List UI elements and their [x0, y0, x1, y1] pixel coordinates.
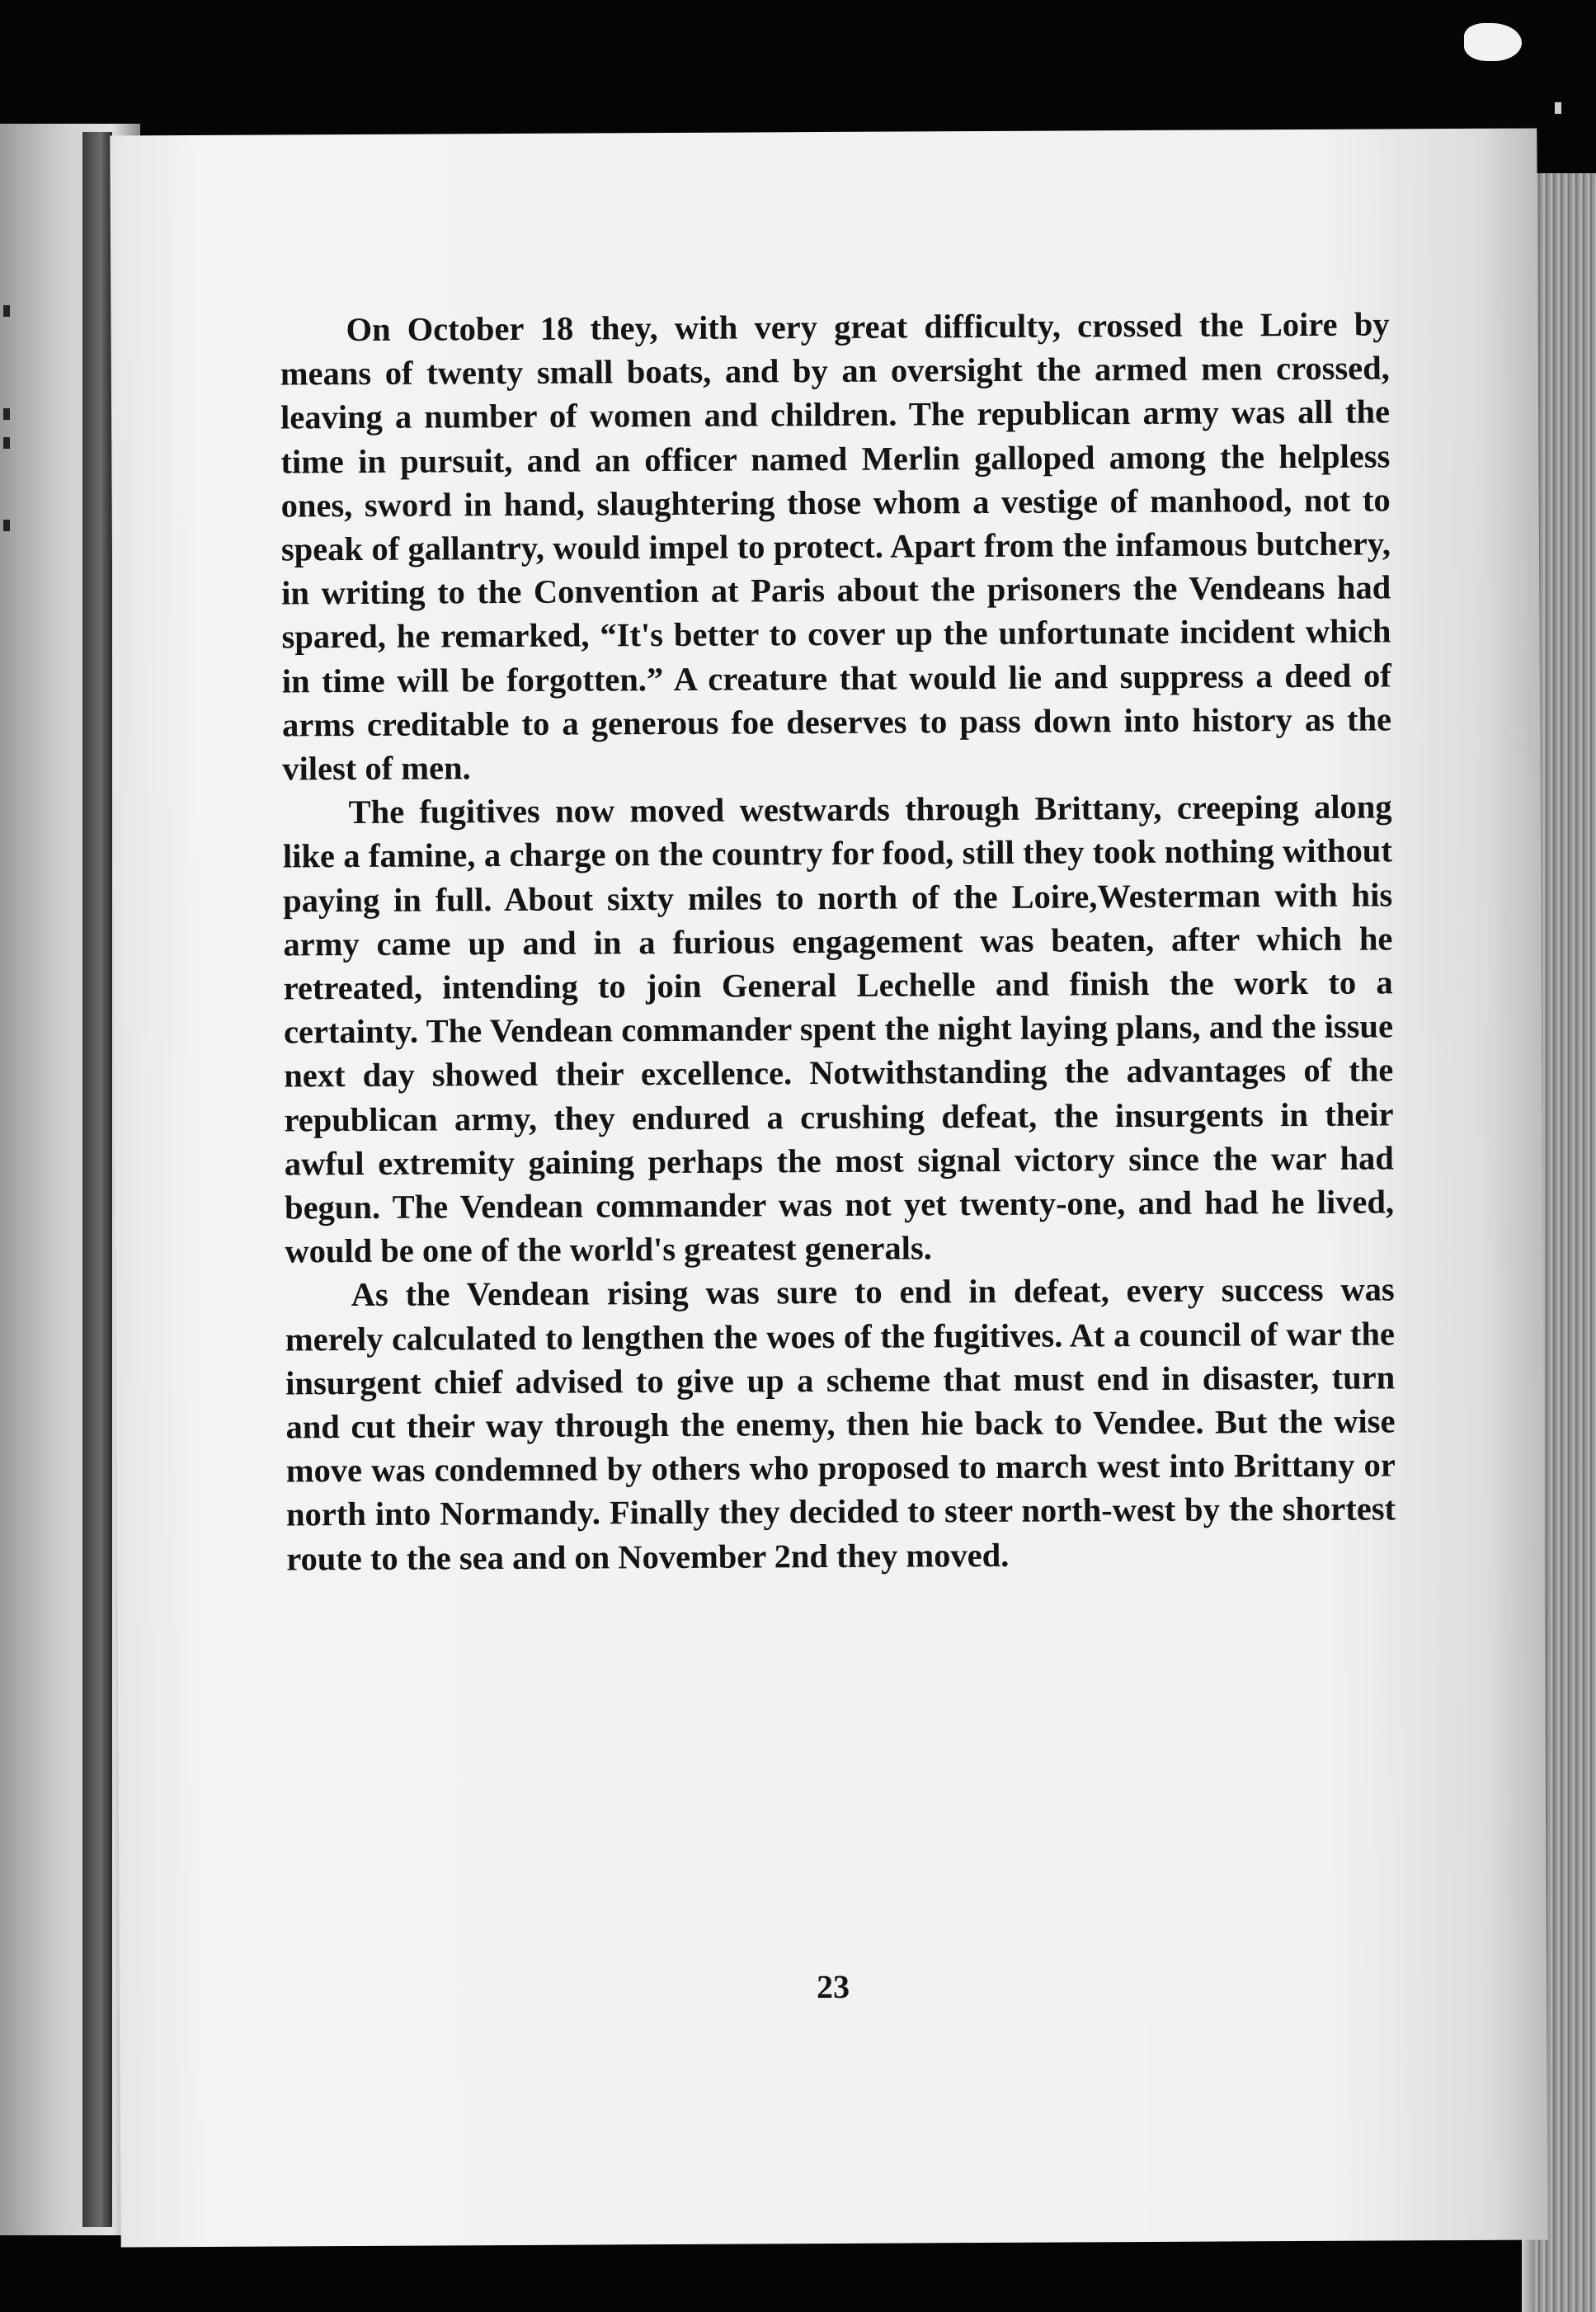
- paragraph-2: The fugitives now moved westwards through Brittany, creeping along like a famine, a charge on the country for food, still they took nothing without paying in full. About sixty miles to north of the Loire,Westerman with his army came up and in a furious engagement was beaten, after which he retreated, intending to join General Lechelle and finish the work to a certainty. The Vendean commander spent the night laying plans, and the issue next day showed their excellence. Notwithstanding the advantages of the republican army, they endured a crushing defeat, the insurgents in their awful extremity gaining perhaps the most signal victory since the war had begun. The Vendean commander was not yet twenty-one, and had he lived, would be one of the world's greatest generals.: [282, 788, 1395, 1270]
- margin-mark: [3, 437, 10, 449]
- paragraph-3: As the Vendean rising was sure to end in defeat, every success was merely calculated to lengthen the woes of the fugitives. At a council of war the insurgent chief advised to give up a scheme that must end in disaster, turn and cut their way through the enemy, then hie back to Vendee. But the wise move was condemned by others who proposed to march west into Brittany or north into Normandy. Finally they decided to steer north-west by the shortest route to the sea and on November 2nd they moved.: [285, 1270, 1396, 1578]
- page-body-text: [280, 302, 1396, 1580]
- book-page: [110, 128, 1547, 2247]
- corner-mark: [1555, 102, 1561, 114]
- margin-mark: [3, 408, 10, 420]
- margin-mark: [3, 520, 10, 531]
- margin-mark: [3, 305, 10, 317]
- paragraph-1: On October 18 they, with very great difficulty, crossed the Loire by means of twenty small boats, and by an oversight the armed men crossed, leaving a number of women and children. The republican army was all the time in pursuit, and an officer named Merlin galloped among the helpless ones, sword in hand, slaughtering those whom a vestige of manhood, not to speak of gallantry, would impel to protect. Apart from the infamous butchery, in writing to the Convention at Paris about the prisoners the Vendeans had spared, he remarked, “It's better to cover up the unfortunate incident which in time will be forgotten.” A creature that would lie and suppress a deed of arms creditable to a generous foe deserves to pass down into history as the vilest of men.: [280, 305, 1392, 788]
- page-number: 23: [816, 1967, 850, 2006]
- book-gutter: [82, 132, 112, 2227]
- corner-blemish: [1464, 23, 1522, 61]
